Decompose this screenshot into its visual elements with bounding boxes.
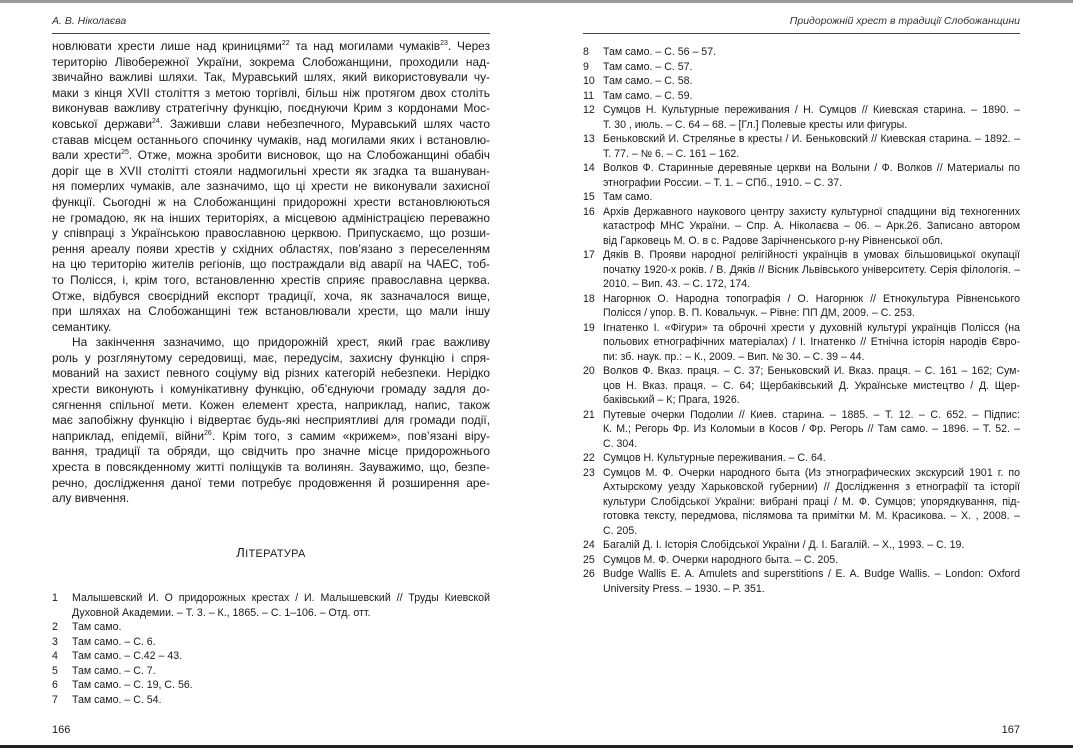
footnote-ref: 25	[121, 149, 129, 157]
reference-number: 24	[583, 539, 595, 551]
text-line	[52, 148, 490, 164]
reference-text	[603, 408, 1020, 452]
text-segment: виконував важливу стратегічну функцію, поєднуючи Крим з кордонами Мос-	[52, 101, 490, 116]
text-line	[52, 70, 490, 86]
reference-item	[583, 89, 1020, 104]
reference-text	[603, 205, 1020, 249]
reference-line: Ахтырскому уезду Харьковской губернии) // Дослідження з етнографії та історії	[603, 481, 1020, 493]
reference-line: Беньковский И. Стрелянье в кресты / И. Беньковский // Киевская старина. – 1892. –	[603, 133, 1020, 145]
reference-text	[72, 591, 490, 620]
reference-line: Там само.	[72, 621, 122, 633]
reference-number: 20	[583, 365, 595, 377]
reference-item	[583, 74, 1020, 89]
reference-line: Там само. – С. 59.	[603, 89, 693, 102]
reference-text	[603, 132, 1020, 161]
reference-text	[72, 693, 490, 708]
reference-line: від Гарковець М. О. в с. Радове Зарічненського р-ну Рівненської обл.	[603, 234, 943, 247]
text-segment: семантику.	[52, 319, 112, 334]
reference-line: Багалій Д. І. Історія Слобідської України / Д. І. Багалій. – Х., 1993. – С. 19.	[603, 539, 965, 551]
reference-number: 22	[583, 452, 595, 464]
right-page	[583, 0, 1020, 745]
reference-number: 8	[583, 46, 589, 58]
text-segment: речно, дослідження даної теми потребує продовження й розширення аре-	[52, 475, 490, 490]
reference-text	[603, 74, 1020, 89]
running-head-author: А. В. Ніколаєва	[52, 15, 127, 27]
reference-item	[583, 451, 1020, 466]
page-number: 166	[52, 724, 71, 736]
reference-line: этнографии России. – Т. 1. – СПб., 1910. – С. 37.	[603, 176, 843, 189]
reference-line: Там само. – С. 56 – 57.	[603, 46, 717, 58]
reference-item	[583, 161, 1020, 190]
header-rule	[583, 33, 1020, 34]
reference-line: С. 304.	[603, 437, 638, 450]
reference-item	[583, 205, 1020, 249]
text-line	[52, 304, 490, 320]
text-line	[52, 257, 490, 273]
reference-line: Духовной Академии. – Т. 3. – К., 1865. – С. 1–106. – Отд. отт.	[72, 606, 371, 619]
reference-line: пи: зб. наук. пр.: – К., 2009. – Вип. № 30. – С. 39 – 44.	[603, 350, 865, 363]
reference-item	[583, 321, 1020, 365]
text-segment: ставав місцем останнього спочинку чумаків, над могилами яких і встановлю-	[52, 132, 490, 147]
reference-text	[603, 553, 1020, 568]
reference-text	[72, 678, 490, 693]
page-number: 167	[1001, 724, 1020, 736]
text-segment: вали хрести	[52, 148, 122, 163]
reference-text	[603, 103, 1020, 132]
reference-item	[583, 103, 1020, 132]
text-line	[52, 133, 490, 149]
reference-text	[603, 248, 1020, 292]
reference-number: 21	[583, 408, 595, 421]
text-line	[52, 429, 490, 445]
text-line	[52, 366, 490, 382]
footnote-ref: 22	[281, 40, 290, 47]
reference-line: Т. 30 , июль. – С. 64 – 68. – [Гл.] Полевые кресты или фигуры.	[603, 118, 908, 131]
reference-item	[583, 408, 1020, 452]
reference-text	[603, 190, 1020, 205]
text-segment: на цю територію жителів регіонів, що постраждали від аварії на ЧАЕС, тоб-	[52, 257, 490, 272]
reference-line: Там само. – С.42 – 43.	[72, 650, 183, 662]
text-segment: хрести виконують і комунікативну функцію, об’єднуючи громаду задля до-	[52, 382, 490, 397]
text-line	[52, 101, 490, 117]
reference-number: 9	[583, 60, 589, 73]
reference-text	[603, 567, 1020, 596]
reference-line: Т. 77. – № 6. – С. 161 – 162.	[603, 147, 740, 160]
text-line	[52, 242, 490, 258]
reference-text	[603, 60, 1020, 75]
text-segment: . Отже, можна зробити висновок, що на Слобожанщині обабіч	[128, 148, 490, 163]
text-segment: На закінчення зазначимо, що придорожній хрест, який грає важливу	[72, 335, 490, 350]
reference-line: Малышевский И. О придорожных крестах / И. Малышевский // Труды Киевской	[72, 592, 490, 604]
text-segment: та над могилами чумаків	[289, 39, 441, 53]
reference-line: Путевые очерки Подолии // Киев. старина. – 1885. – Т. 12. – С. 652. – Підпис:	[603, 408, 1020, 421]
text-segment: новлювати хрести лише над криницями	[52, 39, 282, 53]
text-segment: . Заживши слави небезпечного, Муравський шлях часто	[159, 116, 490, 131]
reference-number: 25	[583, 553, 595, 566]
reference-line: С. 205.	[603, 524, 638, 537]
text-line	[52, 413, 490, 429]
reference-item	[583, 132, 1020, 161]
reference-item	[52, 620, 490, 635]
reference-text	[603, 451, 1020, 466]
reference-line: готовка тексту, передмова, післямова та примітки М. М. Красикова. – Х. , 2008. –	[603, 510, 1020, 522]
text-segment: ня померлих чумаків, але зазначимо, що ці хрести не виконували захисної	[52, 179, 490, 194]
reference-number: 19	[583, 321, 595, 334]
text-line	[52, 226, 490, 242]
reference-number: 16	[583, 205, 595, 218]
text-line	[52, 211, 490, 227]
reference-text	[72, 649, 490, 664]
reference-number: 14	[583, 162, 595, 174]
text-segment: територію Лівобережної України, зокрема Слобожанщини, проходили над-	[52, 54, 490, 69]
reference-line: Нагорнюк О. Народна топографія / О. Нагорнюк // Етнокультура Рівненського	[603, 292, 1020, 305]
text-segment: хреста в повсякденному житті поліщуків та волинян. Зауважимо, що, безпе-	[52, 460, 490, 475]
reference-item	[583, 538, 1020, 553]
reference-line: Архів Державного наукового центру захисту культурної спадщини від техногенних	[603, 205, 1020, 218]
reference-number: 11	[583, 89, 594, 102]
text-line	[52, 39, 490, 55]
reference-line: Там само. – С. 54.	[72, 693, 162, 706]
reference-number: 6	[52, 679, 58, 691]
reference-item	[583, 553, 1020, 568]
text-segment: звичайно важливі шляхи. Так, Муравський шлях, який використовували чу-	[52, 70, 490, 85]
reference-item	[583, 466, 1020, 539]
text-line	[52, 444, 490, 460]
reference-line: Там само. – С. 6.	[72, 635, 156, 648]
reference-text	[603, 89, 1020, 104]
reference-line: Волков Ф. Старинные деревяные церкви на Волыни / Ф. Волков // Материалы по	[603, 162, 1020, 174]
reference-number: 26	[583, 568, 595, 580]
reference-number: 5	[52, 664, 58, 677]
reference-text	[603, 292, 1020, 321]
reference-line: Там само. – С. 57.	[603, 60, 693, 73]
reference-item	[52, 693, 490, 708]
reference-item	[52, 678, 490, 693]
reference-line: Сумцов Н. Культурные переживания. – С. 64.	[603, 452, 826, 464]
reference-item	[583, 60, 1020, 75]
literature-heading-initial: Л	[236, 545, 246, 560]
text-segment: доріг ще в XVII столітті стояли надмогильні хрести як згадка та вшануван-	[52, 163, 490, 178]
text-line	[52, 382, 490, 398]
text-line	[52, 273, 490, 289]
text-segment: не громадою, як на інших територіях, а місцевою адміністрацією переважно	[52, 210, 490, 225]
text-line	[52, 289, 490, 305]
reference-line: Волков Ф. Вказ. праця. – С. 37; Беньковский И. Вказ. праця. – С. 161 – 162; Сум-	[603, 365, 1020, 377]
text-segment: при шляхах на Слобожанщині теж встановлювали хрести, що мали іншу	[52, 304, 490, 319]
text-segment: рення ареалу появи хрестів у східних областях, пов’язано з переселенням	[52, 241, 490, 256]
text-line	[52, 195, 490, 211]
reference-line: University Press. – 1930. – P. 351.	[603, 582, 765, 595]
text-line	[52, 179, 490, 195]
reference-line: Там само.	[603, 191, 653, 203]
reference-line: польових етнографічних матеріалах) / І. Ігнатенко // Етнічна історія народів Євро-	[603, 336, 1020, 348]
reference-line: цов Н. Вказ. праця. – С. 64; Щербаківський Д. Українське мистецтво / Д. Щер-	[603, 379, 1020, 392]
text-segment: мований на захист певного соціуму від різних категорій небезпеки. Нерідко	[52, 366, 490, 381]
text-line	[52, 86, 490, 102]
reference-line: Полісся / упор. В. П. Ковальчук. – Рівне: ПП ДМ, 2009. – С. 253.	[603, 307, 915, 319]
reference-line: Там само. – С. 58.	[603, 75, 693, 87]
reference-line: Сумцов М. Ф. Очерки народного быта. – С. 205.	[603, 553, 839, 566]
reference-number: 15	[583, 191, 595, 203]
literature-heading	[52, 545, 490, 560]
reference-line: баківський – К; Прага, 1926.	[603, 394, 740, 406]
text-segment: сягнення спільної мети. Кожен елемент хреста, наприклад, напис, також	[52, 397, 490, 412]
reference-number: 4	[52, 650, 58, 662]
text-line	[52, 476, 490, 492]
reference-number: 2	[52, 621, 58, 633]
text-segment: то Полісся, і, крім того, встановленню хрестів сприяє православна церква.	[52, 272, 490, 287]
reference-line: Ігнатенко І. «Фігури» та оброчні хрести у духовній культурі українців Полісся (на	[603, 321, 1020, 334]
reference-number: 13	[583, 133, 595, 145]
text-line	[52, 460, 490, 476]
text-segment: . Через	[447, 39, 490, 53]
reference-number: 17	[583, 249, 595, 261]
reference-text	[603, 45, 1020, 60]
reference-item	[583, 190, 1020, 205]
article-body	[52, 39, 490, 507]
reference-item	[52, 591, 490, 620]
text-segment: ковської держави	[52, 116, 152, 131]
text-segment: у співпраці з Українською православною церквою. Припускаємо, що розши-	[52, 226, 490, 241]
left-page	[52, 0, 490, 745]
reference-line: катастроф МНС України. – Спр. А. Ніколаєва – 06. – Арк.26. Записано автором	[603, 220, 1020, 232]
reference-number: 18	[583, 292, 595, 305]
reference-number: 7	[52, 693, 58, 706]
reference-text	[603, 161, 1020, 190]
reference-line: Сумцов Н. Культурные переживания / Н. Сумцов // Киевская старина. – 1890. –	[603, 104, 1020, 116]
running-head-title: Придорожній хрест в традиції Слобожанщини	[789, 15, 1020, 27]
reference-item	[583, 45, 1020, 60]
reference-line: Сумцов М. Ф. Очерки народного быта (Из этнографических экскурсий 1901 г. по	[603, 466, 1020, 479]
reference-text	[603, 364, 1020, 408]
text-line	[52, 164, 490, 180]
text-line	[52, 117, 490, 133]
reference-text	[72, 664, 490, 679]
reference-line: початку 1920-х років. / В. Дяків // Вісник Львівського університету. Серія філологія. –	[603, 263, 1020, 276]
reference-text	[603, 538, 1020, 553]
reference-text	[603, 466, 1020, 539]
reference-text	[603, 321, 1020, 365]
reference-number: 3	[52, 635, 58, 648]
reference-line: Дяків В. Прояви народної релігійності українців в умовах більшовицької окупації	[603, 249, 1020, 261]
reference-number: 23	[583, 466, 595, 479]
reference-line: К. М.; Регорь Фр. Из Коломыи в Косов / Фр. Регорь // Там само. – 1896. – Т. 52. –	[603, 423, 1020, 435]
text-segment: Отже, відбувся своєрідний експорт традиції, хоча, як зазначалося вище,	[52, 288, 490, 303]
reference-list	[52, 591, 490, 707]
text-line	[52, 335, 490, 351]
text-segment: має запобіжну функцію і відвертає будь-які несприятливі для громади події,	[52, 413, 490, 428]
footnote-ref: 24	[151, 117, 160, 125]
reference-number: 1	[52, 592, 58, 604]
reference-item	[583, 364, 1020, 408]
text-line	[52, 320, 490, 336]
header-rule	[52, 33, 490, 34]
text-line	[52, 491, 490, 507]
reference-line: Там само. – С. 7.	[72, 664, 156, 677]
reference-item	[583, 248, 1020, 292]
reference-number: 10	[583, 75, 595, 87]
reference-line: Там само. – С. 19, С. 56.	[72, 679, 193, 691]
reference-text	[72, 620, 490, 635]
text-segment: функції. Сьогодні ж на Слобожанщині придорожні хрести встановлюються	[52, 194, 490, 209]
reference-number: 12	[583, 104, 595, 116]
reference-text	[72, 635, 490, 650]
reference-item	[52, 649, 490, 664]
text-segment: наприклад, епідемії, війни	[52, 428, 205, 443]
text-line	[52, 55, 490, 71]
reference-list	[583, 45, 1020, 596]
text-segment: маки з кінця XVII століття з метою торгівлі, більш ніж протягом двох століть	[52, 85, 490, 100]
text-line	[52, 351, 490, 367]
footnote-ref: 26	[204, 429, 212, 437]
text-line	[52, 398, 490, 414]
reference-item	[52, 635, 490, 650]
reference-line: 2010. – Вип. 43. – С. 172, 174.	[603, 278, 751, 290]
text-segment: вання, традиції та обряди, що свідчить про значне місце придорожнього	[52, 444, 490, 459]
text-segment: . Крім того, з самим «крижем», пов’язані віру-	[211, 428, 491, 443]
literature-heading-rest: ІТЕРАТУРА	[245, 548, 306, 560]
reference-item	[583, 292, 1020, 321]
text-segment: алу вивчення.	[52, 491, 130, 506]
text-segment: роль у розглянутому середовищі, має, передусім, захисну функцію і спря-	[52, 350, 490, 365]
reference-item	[52, 664, 490, 679]
reference-line: культури Слобідської України: вибрані праці / М. Ф. Сумцов; упорядкування, під-	[603, 495, 1020, 508]
footnote-ref: 23	[440, 40, 448, 47]
reference-line: Budge Wallis E. A. Amulets and superstitions / E. A. Budge Wallis. – London: Oxford	[603, 568, 1020, 580]
reference-item	[583, 567, 1020, 596]
